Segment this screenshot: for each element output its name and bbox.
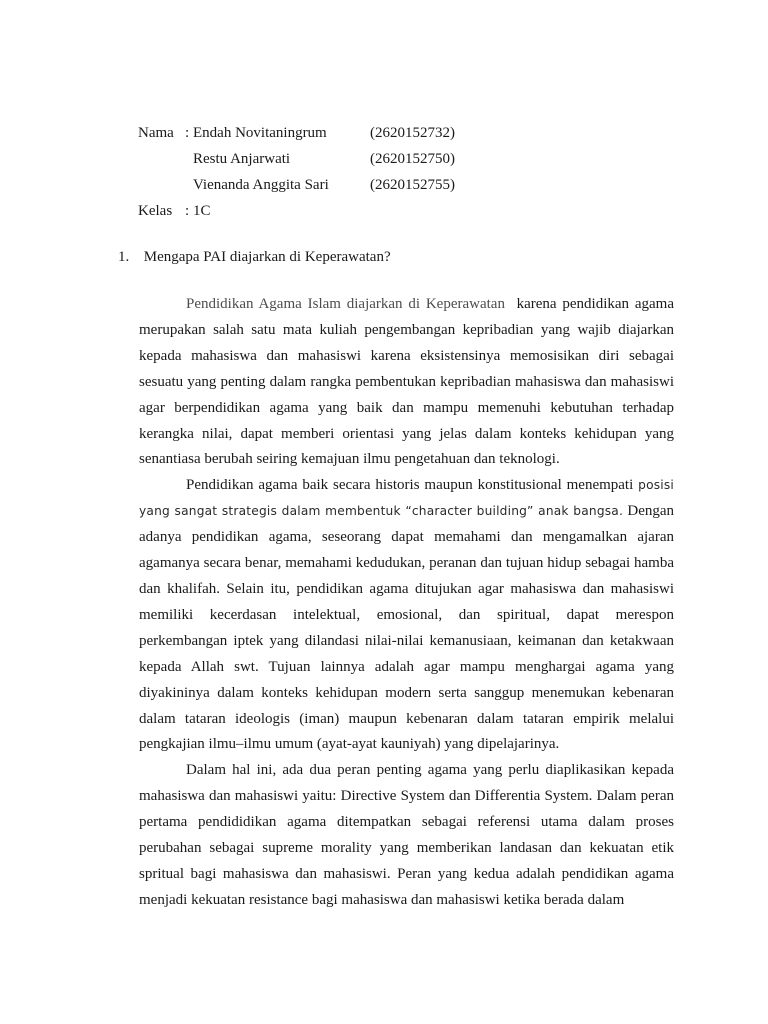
answer-paragraph [139,292,674,473]
member-nim: (2620152732) [370,125,455,141]
answer-body [139,292,674,914]
question-heading [118,246,391,268]
answer-paragraph [139,473,674,758]
member-name: Vienanda Anggita Sari [193,177,329,193]
kelas-colon: : [185,203,190,219]
question-text: Mengapa PAI diajarkan di Keperawatan? [143,249,391,265]
member-name: Endah Novitaningrum [193,125,327,141]
member-nim: (2620152750) [370,151,455,167]
paragraph-text: Pendidikan agama baik secara historis maupun konstitusional menempati [186,477,634,494]
nama-label: Nama [138,125,174,141]
question-number: 1. [118,249,130,265]
member-nim: (2620152755) [370,177,455,193]
nama-colon: : [185,125,190,141]
lead-phrase: Pendidikan Agama Islam diajarkan di Keperawatan [186,296,505,312]
kelas-label: Kelas [138,203,173,219]
member-name: Restu Anjarwati [193,151,291,167]
kelas-value: 1C [193,203,211,219]
paragraph-text: karena pendidikan agama merupakan salah satu mata kuliah pengembangan kepribadian yang wajib diajarkan kepada mahasiswa dan mahasiswi karena eksistensinya memosisikan diri sebagai sesuatu yang penting dalam rangka pembentukan kepribadian mahasiswa dan mahasiswi agar berpendidikan agama yang baik dan mampu memenuhi kebutuhan terhadap kerangka nilai, dapat memberi orientasi yang jelas dalam konteks kehidupan yang senantiasa berubah seiring kemajuan ilmu pengetahuan dan teknologi. [139,296,674,468]
highlighted-sentence: posisi yang sangat strategis dalam membentuk “character building” anak bangsa. [139,478,675,519]
paragraph-text: Dengan adanya pendidikan agama, seseorang dapat memahami dan mengamalkan ajaran agamanya secara benar, memahami kedudukan, peranan dan tujuan hidup sebagai hamba dan khalifah. Selain itu, pendidikan agama ditujukan agar mahasiswa dan mahasiswi memiliki kecerdasan intelektual, emosional, dan spiritual, dapat merespon perkembangan iptek yang dilandasi nilai-nilai kemanusiaan, keimanan dan ketakwaan kepada Allah swt. Tujuan lainnya adalah agar mampu menghargai agama yang diyakininya dalam konteks kehidupan modern serta sanggup menemukan kebenaran dalam tataran ideologis (iman) maupun kebenaran dalam tataran empirik melalui pengkajian ilmu–ilmu umum (ayat-ayat kauniyah) yang dipelajarinya. [139,503,675,753]
paragraph-text: Dalam hal ini, ada dua peran penting agama yang perlu diaplikasikan kepada mahasiswa dan mahasiswi yaitu: Directive System dan Differentia System. Dalam peran pertama pendididikan agama ditempatkan sebagai referensi utama dalam proses perubahan sebagai supreme morality yang memberikan landasan dan kekuatan etik spritual bagi mahasiswa dan mahasiswi. Peran yang kedua adalah pendidikan agama menjadi kekuatan resistance bagi mahasiswa dan mahasiswi ketika berada dalam [139,762,674,908]
answer-paragraph [139,758,674,913]
